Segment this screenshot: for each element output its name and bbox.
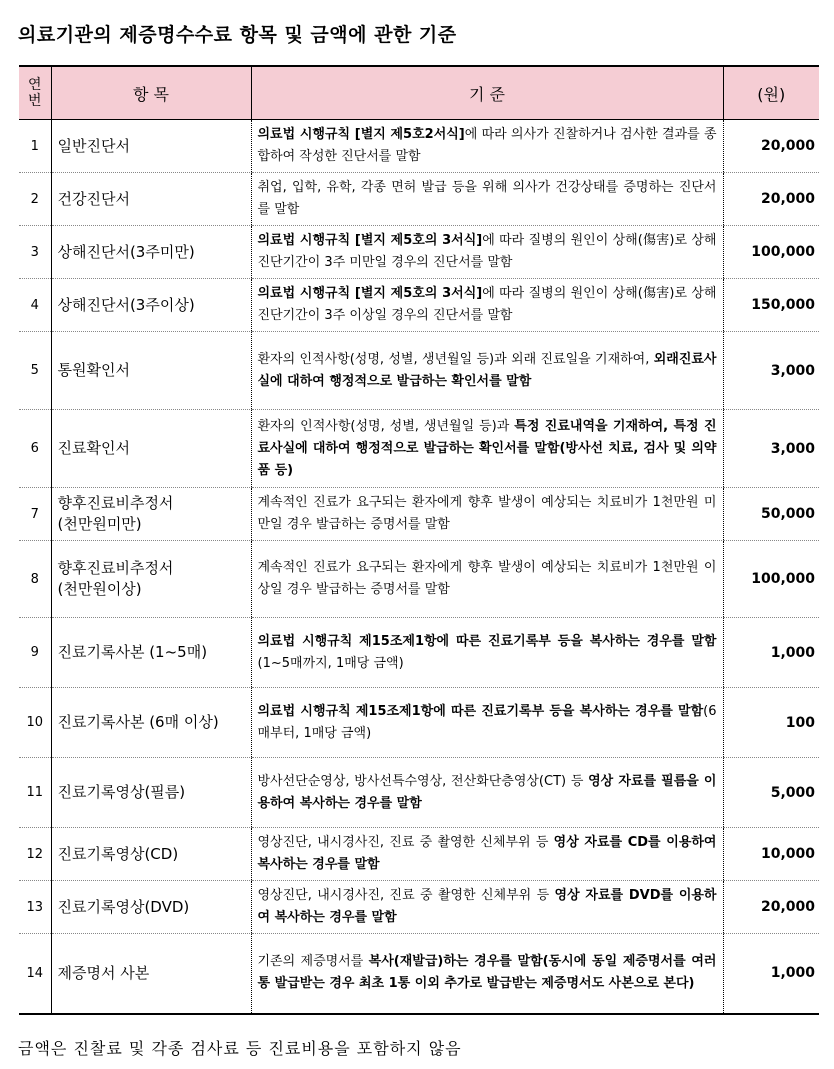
table-row — [19, 828, 819, 881]
row-number: 1 — [19, 120, 51, 173]
header-no — [19, 66, 51, 120]
table-row — [19, 758, 819, 828]
table-row — [19, 541, 819, 618]
table-row — [19, 934, 819, 1014]
criteria-text: 에 따라 질병의 원인이 상해(傷害)로 상해진단기간이 3주 미만일 경우의 진단서를 말함 — [257, 233, 717, 270]
row-amount: 10,000 — [723, 828, 819, 881]
row-amount: 3,000 — [723, 410, 819, 488]
row-item-name: 진료기록사본 (6매 이상) — [51, 688, 251, 758]
row-amount: 50,000 — [723, 488, 819, 541]
row-number: 3 — [19, 226, 51, 279]
table-row — [19, 618, 819, 688]
row-item-name: 진료기록영상(DVD) — [51, 881, 251, 934]
criteria-text: 영상진단, 내시경사진, 진료 중 촬영한 신체부위 등 — [257, 888, 555, 903]
criteria-bold-text: 의료법 시행규칙 [별지 제5호의 3서식] — [257, 286, 483, 301]
criteria-bold-text: 의료법 시행규칙 [별지 제5호의 3서식] — [257, 233, 483, 248]
row-item-name: 통원확인서 — [51, 332, 251, 410]
row-criteria — [251, 279, 723, 332]
criteria-text: (6매부터, 1매당 금액) — [257, 703, 717, 741]
row-criteria — [251, 488, 723, 541]
table-row — [19, 173, 819, 226]
table-row — [19, 332, 819, 410]
row-item-name: 진료기록영상(CD) — [51, 828, 251, 881]
row-criteria — [251, 618, 723, 688]
criteria-bold-text: 복사(재발급)하는 경우를 말함(동시에 동일 제증명서를 여러통 발급받는 경우 최초 1통 이외 추가로 발급받는 제증명서도 사본으로 본다) — [257, 954, 717, 992]
row-criteria — [251, 688, 723, 758]
table-row — [19, 881, 819, 934]
table-row — [19, 688, 819, 758]
row-item-name: 상해진단서(3주미만) — [51, 226, 251, 279]
row-amount: 1,000 — [723, 618, 819, 688]
criteria-bold-text: 특정 진료내역을 기재하여, 특정 진료사실에 대하여 행정적으로 발급하는 확인서를 말함(방사선 치료, 검사 및 의약품 등) — [257, 418, 717, 478]
row-item-name: 향후진료비추정서 (천만원이상) — [51, 541, 251, 618]
criteria-text: 계속적인 진료가 요구되는 환자에게 향후 발생이 예상되는 치료비가 1천만원 미만일 경우 발급하는 증명서를 말함 — [257, 495, 717, 532]
row-amount: 20,000 — [723, 173, 819, 226]
row-criteria — [251, 410, 723, 488]
table-row — [19, 226, 819, 279]
criteria-bold-text: 의료법 시행규칙 제15조제1항에 따른 진료기록부 등을 복사하는 경우를 말함 — [257, 703, 704, 719]
header-criteria: 기 준 — [251, 66, 723, 120]
row-criteria — [251, 828, 723, 881]
criteria-bold-text: 의료법 시행규칙 제15조제1항에 따른 진료기록부 등을 복사하는 경우를 말함 — [257, 633, 717, 649]
table-header-row — [19, 66, 819, 120]
criteria-text: 환자의 인적사항(성명, 성별, 생년월일 등)과 외래 진료일을 기재하여, — [257, 351, 654, 367]
criteria-bold-text: 외래진료사실에 대하여 행정적으로 발급하는 확인서를 말함 — [257, 351, 717, 389]
row-criteria — [251, 173, 723, 226]
row-number: 7 — [19, 488, 51, 541]
criteria-text: (1~5매까지, 1매당 금액) — [257, 655, 404, 671]
row-amount: 100,000 — [723, 226, 819, 279]
row-amount: 20,000 — [723, 881, 819, 934]
header-no-line2: 번 — [27, 93, 42, 109]
row-number: 12 — [19, 828, 51, 881]
header-amount: (원) — [723, 66, 819, 120]
row-number: 10 — [19, 688, 51, 758]
table-row — [19, 120, 819, 173]
table-row — [19, 279, 819, 332]
row-amount: 3,000 — [723, 332, 819, 410]
row-number: 14 — [26, 965, 44, 981]
row-criteria — [251, 881, 723, 934]
row-criteria — [251, 226, 723, 279]
row-item-name: 향후진료비추정서 (천만원미만) — [51, 488, 251, 541]
criteria-text: 계속적인 진료가 요구되는 환자에게 향후 발생이 예상되는 치료비가 1천만원 이상일 경우 발급하는 증명서를 말함 — [257, 560, 717, 597]
criteria-text: 에 따라 의사가 진찰하거나 검사한 결과를 종합하여 작성한 진단서를 말함 — [257, 127, 717, 164]
row-number: 4 — [19, 279, 51, 332]
row-criteria — [251, 120, 723, 173]
row-item-name: 진료기록영상(필름) — [51, 758, 251, 828]
row-number: 2 — [19, 173, 51, 226]
row-number: 9 — [19, 618, 51, 688]
row-number: 13 — [19, 881, 51, 934]
footnote: 금액은 진찰료 및 각종 검사료 등 진료비용을 포함하지 않음 — [18, 1039, 462, 1058]
row-item-name: 제증명서 사본 — [51, 934, 251, 1014]
row-criteria — [251, 332, 723, 410]
criteria-bold-text: 의료법 시행규칙 [별지 제5호2서식] — [257, 127, 465, 142]
row-amount: 100 — [723, 688, 819, 758]
table-row — [19, 488, 819, 541]
row-item-name: 진료확인서 — [51, 410, 251, 488]
row-number: 6 — [19, 410, 51, 488]
row-number: 8 — [19, 541, 51, 618]
row-amount: 150,000 — [723, 279, 819, 332]
criteria-bold-text: 영상 자료를 CD를 이용하여 복사하는 경우를 말함 — [257, 835, 717, 872]
row-criteria — [251, 934, 723, 1014]
row-amount: 20,000 — [723, 120, 819, 173]
criteria-text: 방사선단순영상, 방사선특수영상, 전산화단층영상(CT) 등 — [257, 773, 589, 789]
row-number: 11 — [19, 758, 51, 828]
row-amount: 5,000 — [723, 758, 819, 828]
page-title: 의료기관의 제증명수수료 항목 및 금액에 관한 기준 — [18, 24, 457, 46]
criteria-bold-text: 영상 자료를 필름을 이용하여 복사하는 경우를 말함 — [257, 773, 717, 811]
criteria-text: 취업, 입학, 유학, 각종 면허 발급 등을 위해 의사가 건강상태를 증명하는 진단서를 말함 — [257, 180, 717, 217]
row-item-name: 진료기록사본 (1~5매) — [51, 618, 251, 688]
row-amount: 1,000 — [723, 934, 819, 1014]
criteria-text: 영상진단, 내시경사진, 진료 중 촬영한 신체부위 등 — [257, 835, 554, 850]
row-amount: 100,000 — [723, 541, 819, 618]
criteria-text: 환자의 인적사항(성명, 성별, 생년월일 등)과 — [257, 418, 515, 434]
criteria-text: 에 따라 질병의 원인이 상해(傷害)로 상해진단기간이 3주 이상일 경우의 진단서를 말함 — [257, 286, 717, 323]
row-item-name: 상해진단서(3주이상) — [51, 279, 251, 332]
row-item-name: 건강진단서 — [51, 173, 251, 226]
fee-table — [19, 65, 819, 1015]
row-criteria — [251, 541, 723, 618]
row-number: 5 — [19, 332, 51, 410]
row-criteria — [251, 758, 723, 828]
row-item-name: 일반진단서 — [51, 120, 251, 173]
criteria-bold-text: 영상 자료를 DVD를 이용하여 복사하는 경우를 말함 — [257, 888, 717, 925]
table-row — [19, 410, 819, 488]
header-item: 항 목 — [51, 66, 251, 120]
criteria-text: 기존의 제증명서를 — [257, 954, 369, 970]
header-no-line1: 연 — [27, 77, 42, 93]
